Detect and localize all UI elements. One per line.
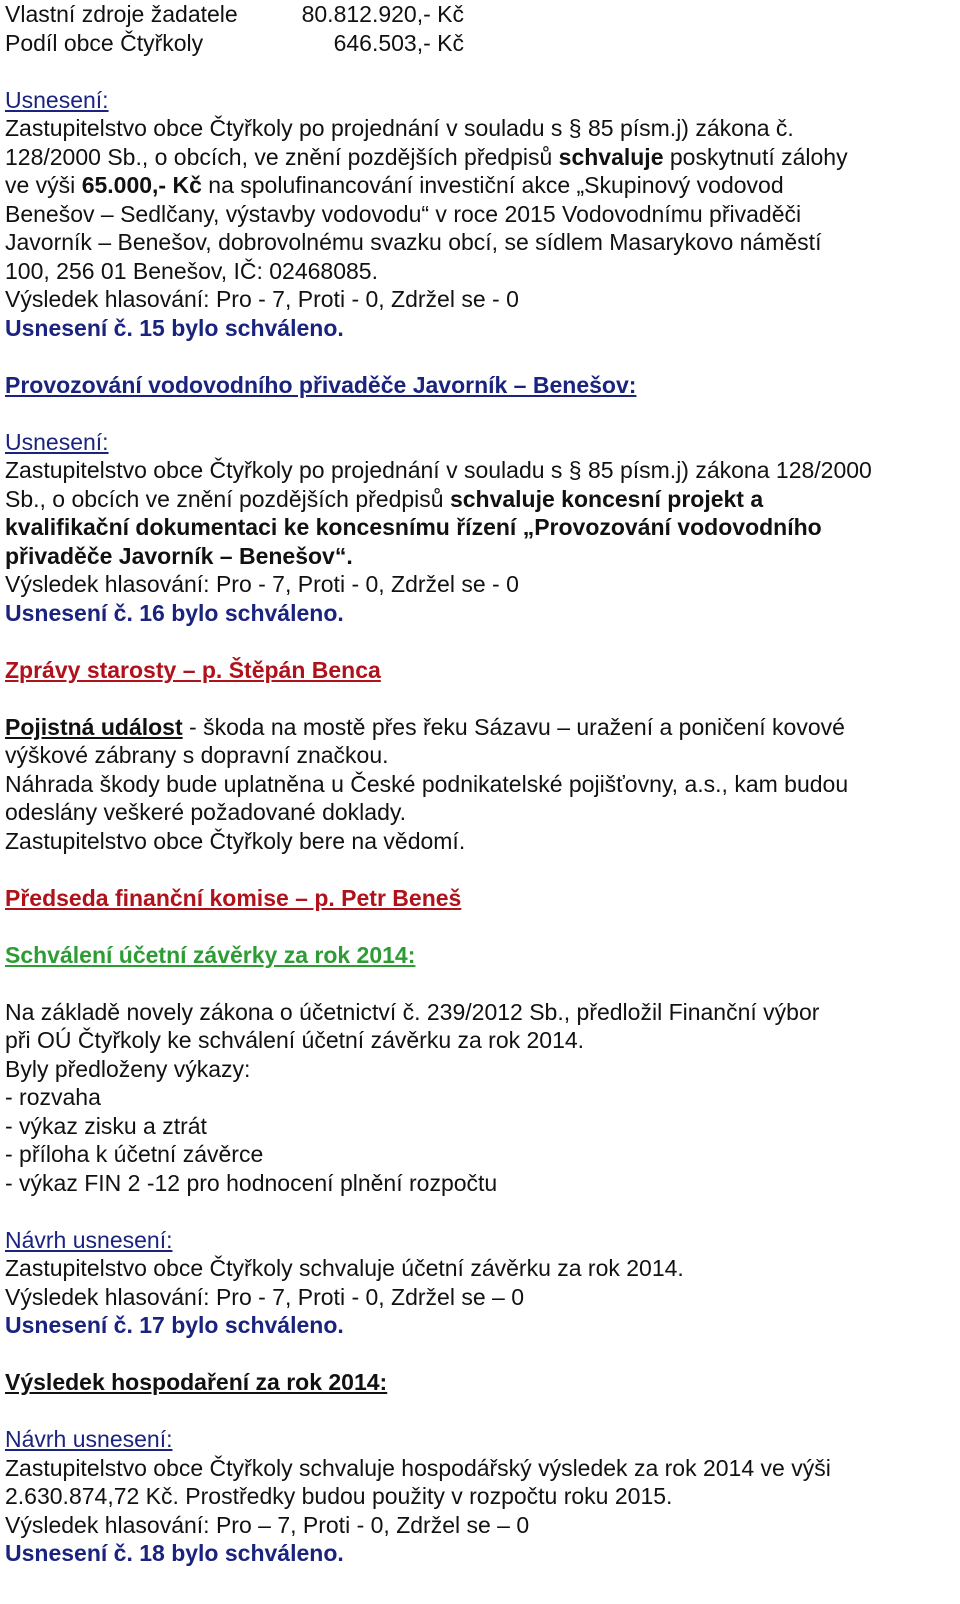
funding-row-municipality <box>5 29 950 58</box>
resolution-text: Zastupitelstvo obce Čtyřkoly po projednání v souladu s § 85 písm.j) zákona č. <box>5 115 794 141</box>
list-item: - výkaz zisku a ztrát <box>5 1112 207 1139</box>
vote-result: Výsledek hlasování: Pro - 7, Proti - 0, Zdržel se - 0 <box>5 286 519 312</box>
resolution-text: Zastupitelstvo obce Čtyřkoly schvaluje účetní závěrku za rok 2014. <box>5 1255 684 1281</box>
vote-result: Výsledek hlasování: Pro - 7, Proti - 0, Zdržel se - 0 <box>5 571 519 597</box>
funding-row-own-sources <box>5 0 950 29</box>
resolution-text: 128/2000 Sb., o obcích, ve znění pozdějších předpisů schvaluje poskytnutí zálohy <box>5 143 848 170</box>
resolution-approved: Usnesení č. 16 bylo schváleno. <box>5 599 344 626</box>
section-title: Provozování vodovodního přivaděče Javorník – Benešov: <box>5 371 637 398</box>
resolution-text: kvalifikační dokumentaci ke koncesnímu řízení „Provozování vodovodního <box>5 514 822 540</box>
vote-result: Výsledek hlasování: Pro – 7, Proti - 0, Zdržel se – 0 <box>5 1511 530 1538</box>
list-item: - rozvaha <box>5 1084 101 1110</box>
resolution-heading: Usnesení: <box>5 86 109 113</box>
report-text: Zastupitelstvo obce Čtyřkoly bere na vědomí. <box>5 827 466 854</box>
resolution-approved: Usnesení č. 17 bylo schváleno. <box>5 1312 344 1338</box>
proposal-heading: Návrh usnesení: <box>5 1226 173 1253</box>
resolution-16 <box>5 371 950 628</box>
resolution-text: Javorník – Benešov, dobrovolnému svazku obcí, se sídlem Masarykovo náměstí <box>5 229 822 255</box>
report-text: výškové zábrany s dopravní značkou. <box>5 742 389 768</box>
list-item: - výkaz FIN 2 -12 pro hodnocení plnění rozpočtu <box>5 1169 498 1196</box>
resolution-text: 2.630.874,72 Kč. Prostředky budou použity v rozpočtu roku 2015. <box>5 1483 673 1509</box>
resolution-text: 100, 256 01 Benešov, IČ: 02468085. <box>5 257 378 284</box>
report-text: Náhrada škody bude uplatněna u České podnikatelské pojišťovny, a.s., kam budou <box>5 770 849 797</box>
section-title: Výsledek hospodaření za rok 2014: <box>5 1369 388 1395</box>
event-label: Pojistná událost <box>5 713 183 740</box>
list-item: - příloha k účetní závěrce <box>5 1141 264 1167</box>
resolution-17 <box>5 941 950 1340</box>
approve-keyword: schvaluje <box>558 143 664 170</box>
proposal-heading: Návrh usnesení: <box>5 1426 173 1452</box>
vote-result: Výsledek hlasování: Pro - 7, Proti - 0, Zdržel se – 0 <box>5 1283 525 1310</box>
document-page <box>5 0 950 1568</box>
resolution-15 <box>5 86 950 343</box>
section-title: Schválení účetní závěrky za rok 2014: <box>5 941 416 968</box>
approve-keyword: schvaluje koncesní projekt a <box>449 485 764 512</box>
resolution-text: Benešov – Sedlčany, výstavby vodovodu“ v roce 2015 Vodovodnímu přivaděči <box>5 200 802 227</box>
resolution-text: přivaděče Javorník – Benešov“. <box>5 542 353 569</box>
section-title: Zprávy starosty – p. Štěpán Benca <box>5 656 381 683</box>
funding-amount: 646.503,- Kč <box>333 29 464 56</box>
funding-label: Vlastní zdroje žadatele <box>5 1 238 27</box>
resolution-text: Zastupitelstvo obce Čtyřkoly po projednání v souladu s § 85 písm.j) zákona 128/2000 <box>5 457 872 483</box>
report-text: odeslány veškeré požadované doklady. <box>5 799 407 825</box>
finance-committee-title: Předseda finanční komise – p. Petr Beneš <box>5 884 462 911</box>
resolution-text: Na základě novely zákona o účetnictví č. 239/2012 Sb., předložil Finanční výbor <box>5 998 820 1025</box>
funding-amount: 80.812.920,- Kč <box>301 1 464 27</box>
resolution-18 <box>5 1368 950 1568</box>
mayor-report <box>5 656 950 856</box>
resolution-text: ve výši 65.000,- Kč na spolufinancování investiční akce „Skupinový vodovod <box>5 172 784 198</box>
resolution-text: Zastupitelstvo obce Čtyřkoly schvaluje hospodářský výsledek za rok 2014 ve výši <box>5 1454 831 1481</box>
resolution-approved: Usnesení č. 18 bylo schváleno. <box>5 1540 344 1566</box>
funding-label: Podíl obce Čtyřkoly <box>5 29 204 56</box>
amount-bold: 65.000,- Kč <box>81 172 202 198</box>
resolution-text: Byly předloženy výkazy: <box>5 1055 251 1082</box>
resolution-heading: Usnesení: <box>5 428 109 455</box>
resolution-text: při OÚ Čtyřkoly ke schválení účetní závěrku za rok 2014. <box>5 1027 585 1053</box>
resolution-text: Sb., o obcích ve znění pozdějších předpisů schvaluje koncesní projekt a <box>5 485 764 512</box>
resolution-approved: Usnesení č. 15 bylo schváleno. <box>5 314 344 341</box>
report-text: Pojistná událost - škoda na mostě přes řeku Sázavu – uražení a poničení kovové <box>5 713 845 740</box>
